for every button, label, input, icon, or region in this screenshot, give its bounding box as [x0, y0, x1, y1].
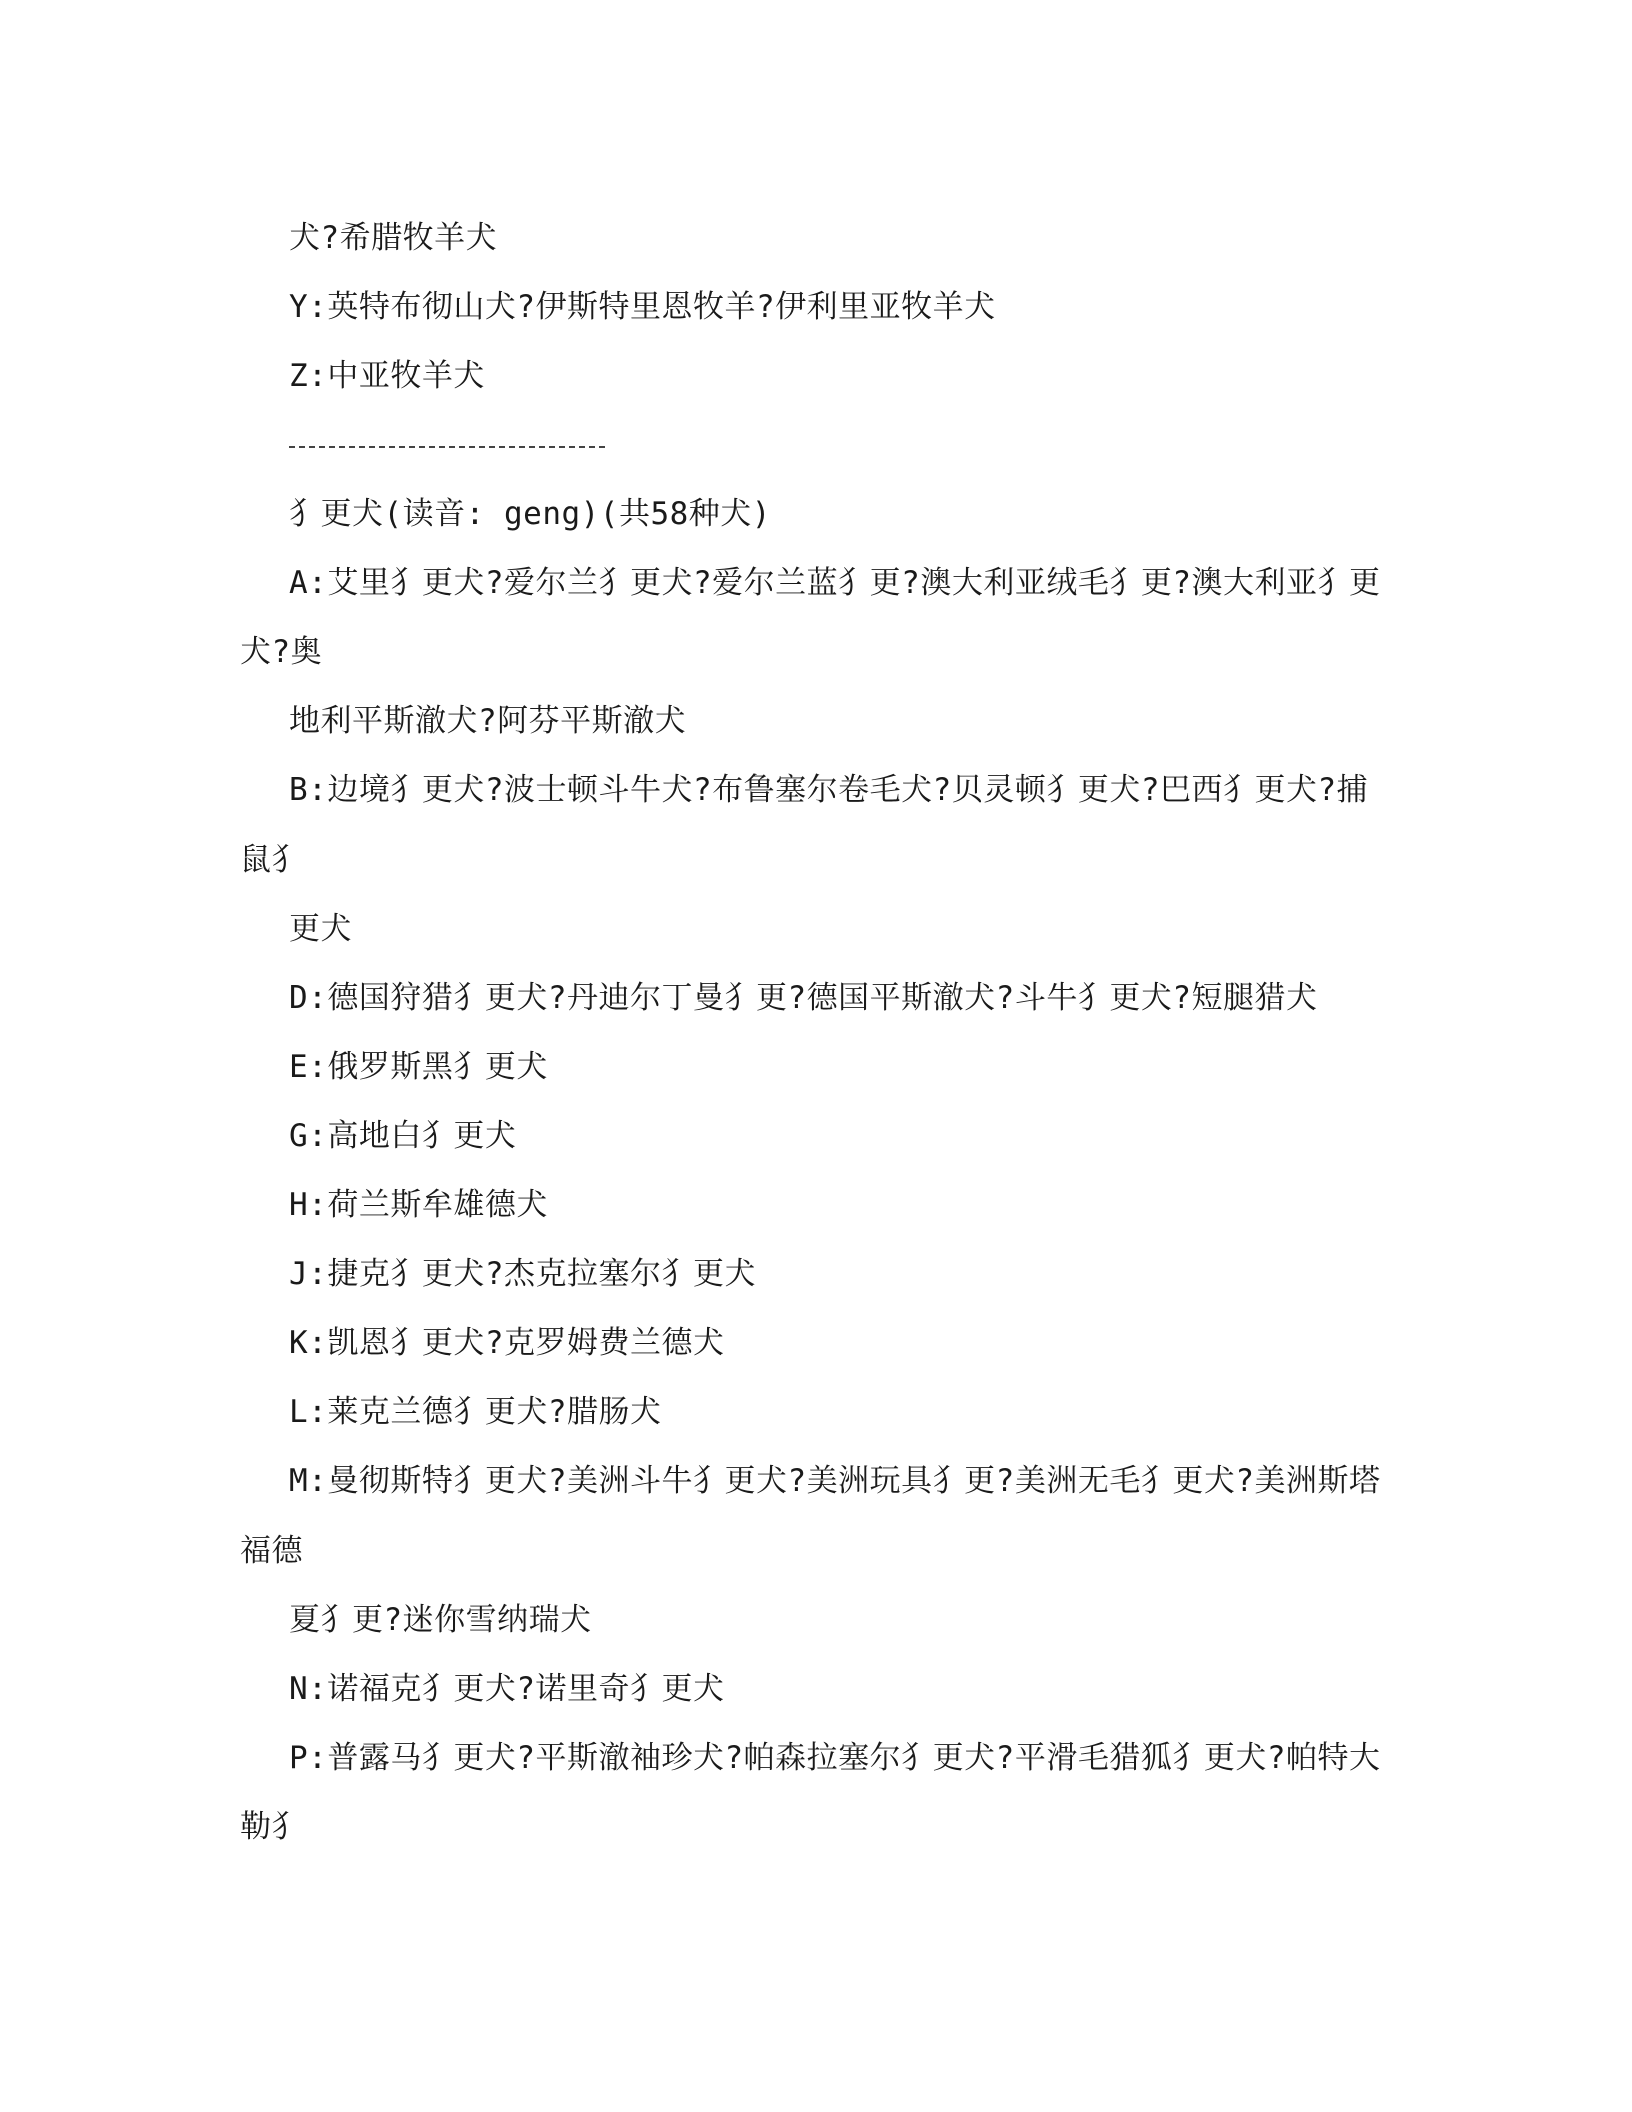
text-line: Y:英特布彻山犬?伊斯特里恩牧羊?伊利里亚牧羊犬	[289, 289, 996, 325]
text-line: 地利平斯澈犬?阿芬平斯澈犬	[289, 703, 687, 739]
text-line: 鼠犭	[240, 842, 303, 878]
text-line: M:曼彻斯特犭更犬?美洲斗牛犭更犬?美洲玩具犭更?美洲无毛犭更犬?美洲斯塔	[289, 1463, 1381, 1499]
text-line: J:捷克犭更犬?杰克拉塞尔犭更犬	[289, 1256, 756, 1292]
text-line: D:德国狩猎犭更犬?丹迪尔丁曼犭更?德国平斯澈犬?斗牛犭更犬?短腿猎犬	[289, 980, 1318, 1016]
dashed-separator	[289, 446, 605, 448]
text-line: N:诺福克犭更犬?诺里奇犭更犬	[289, 1671, 725, 1707]
text-line: B:边境犭更犬?波士顿斗牛犬?布鲁塞尔卷毛犬?贝灵顿犭更犬?巴西犭更犬?捕	[289, 772, 1369, 808]
text-line: G:高地白犭更犬	[289, 1118, 517, 1154]
text-line: H:荷兰斯牟雄德犬	[289, 1187, 548, 1223]
section-heading: 犭更犬(读音: geng)(共58种犬)	[289, 496, 771, 532]
text-line: P:普露马犭更犬?平斯澈袖珍犬?帕森拉塞尔犭更犬?平滑毛猎狐犭更犬?帕特大	[289, 1740, 1381, 1776]
text-line: E:俄罗斯黑犭更犬	[289, 1049, 548, 1085]
text-line: 夏犭更?迷你雪纳瑞犬	[289, 1602, 592, 1638]
text-line: 更犬	[289, 911, 352, 947]
text-line: 犬?希腊牧羊犬	[289, 220, 498, 256]
text-line: L:莱克兰德犭更犬?腊肠犬	[289, 1394, 662, 1430]
text-line: 犬?奥	[240, 634, 323, 670]
text-line: 福德	[240, 1533, 303, 1569]
text-line: A:艾里犭更犬?爱尔兰犭更犬?爱尔兰蓝犭更?澳大利亚绒毛犭更?澳大利亚犭更	[289, 565, 1381, 601]
text-line: K:凯恩犭更犬?克罗姆费兰德犬	[289, 1325, 725, 1361]
text-line: 勒犭	[240, 1809, 303, 1845]
text-line: Z:中亚牧羊犬	[289, 358, 485, 394]
